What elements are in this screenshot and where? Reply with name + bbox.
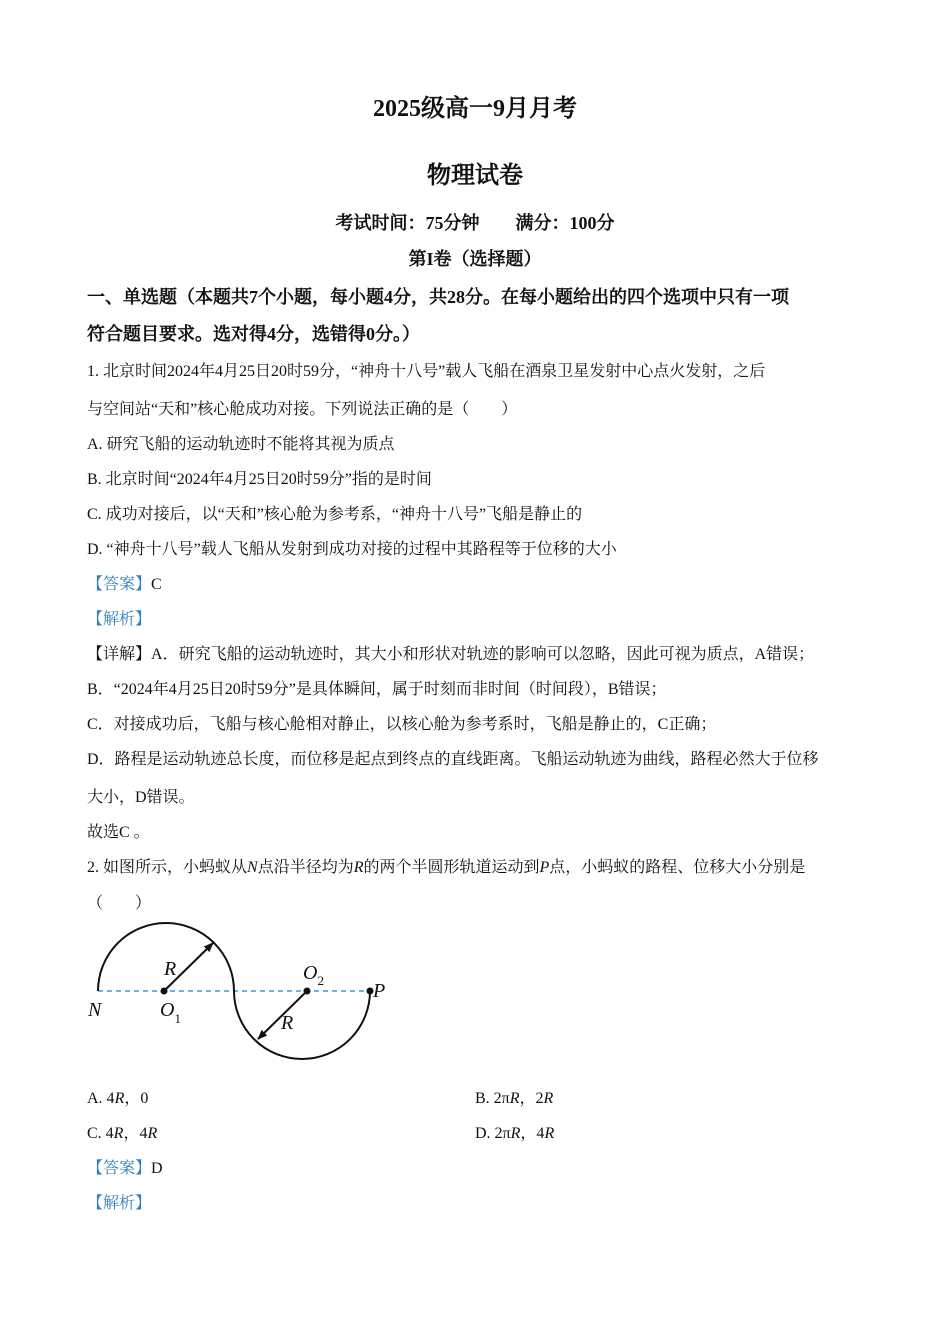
label-p: P: [373, 980, 386, 1002]
q1-stem-line2: 与空间站“天和”核心舱成功对接。下列说法正确的是（ ）: [87, 401, 518, 418]
q1-option-d: D. “神舟十八号”载人飞船从发射到成功对接的过程中其路程等于位移的大小: [87, 541, 617, 558]
q2-answer: [87, 1155, 867, 1178]
q1-answer: [87, 571, 867, 594]
option-c-prefix: C. 4: [87, 1125, 114, 1142]
q2-point-n: N: [247, 859, 258, 876]
answer-tag: 【答案】: [87, 576, 152, 593]
score-label: 满分：100分: [515, 213, 615, 233]
q1-detail-d2: 大小，D错误。: [87, 789, 195, 806]
q2-option-b: [475, 1085, 553, 1108]
q2-stem-part: 的两个半圆形轨道运动到: [363, 859, 540, 876]
answer-value: D: [151, 1160, 163, 1177]
q2-option-c: [87, 1120, 447, 1143]
label-o2: [303, 962, 324, 988]
option-c-mid: ，4: [123, 1125, 148, 1142]
semicircle-track-figure: [82, 915, 402, 1065]
label-r-bottom: R: [281, 1012, 294, 1034]
answer-value: C: [151, 576, 162, 593]
q1-detail-b: B．“2024年4月25日20时59分”是具体瞬间，属于时刻而非时间（时间段），B错误；: [87, 681, 667, 698]
label-o1-letter: O: [160, 999, 175, 1021]
option-d-prefix: D. 2π: [475, 1125, 511, 1142]
q1-analysis-tag: 【解析】: [87, 611, 152, 628]
q1-stem-line1: 1. 北京时间2024年4月25日20时59分，“神舟十八号”载人飞船在酒泉卫星发射中心点火发射，之后: [87, 363, 766, 380]
q1-detail-a: [87, 641, 867, 664]
option-c-r2: R: [147, 1125, 158, 1142]
q2-option-d: [475, 1120, 554, 1143]
option-d-r: R: [510, 1125, 521, 1142]
detail-tag: 【详解】: [87, 646, 152, 663]
q2-point-p: P: [539, 859, 550, 876]
exam-subtitle: 物理试卷: [427, 163, 523, 189]
q2-stem-part: 2. 如图所示，小蚂蚁从: [87, 859, 248, 876]
time-label: 考试时间：75分钟: [335, 213, 480, 233]
label-o1: [160, 999, 181, 1026]
q1-option-a: A. 研究飞船的运动轨迹时不能将其视为质点: [87, 436, 395, 453]
q2-analysis-tag: 【解析】: [87, 1195, 152, 1212]
label-o2-letter: O: [303, 962, 318, 984]
option-a-r: R: [114, 1090, 125, 1107]
exam-title: 2025级高一9月月考: [373, 96, 577, 122]
section-heading-line2: 符合题目要求。选对得4分，选错得0分。）: [87, 324, 420, 344]
q2-radius-r: R: [353, 859, 364, 876]
option-d-r2: R: [544, 1125, 555, 1142]
option-a-prefix: A. 4: [87, 1090, 115, 1107]
option-d-mid: ，4: [520, 1125, 545, 1142]
q1-option-c: C. 成功对接后，以“天和”核心舱为参考系，“神舟十八号”飞船是静止的: [87, 506, 583, 523]
option-b-r: R: [509, 1090, 520, 1107]
option-b-r2: R: [543, 1090, 554, 1107]
label-n: N: [88, 999, 102, 1021]
exam-info: [0, 209, 950, 235]
option-b-prefix: B. 2π: [475, 1090, 510, 1107]
q1-conclusion: 故选C 。: [87, 824, 150, 841]
volume-label: 第I卷（选择题）: [408, 249, 542, 269]
q2-stem-line1: [87, 854, 867, 877]
q2-stem-line2: （ ）: [87, 895, 152, 912]
option-c-r: R: [113, 1125, 124, 1142]
label-o2-subscript: 2: [317, 973, 324, 988]
section-heading-line1: 一、单选题（本题共7个小题，每小题4分，共28分。在每小题给出的四个选项中只有一项: [87, 287, 789, 307]
q1-detail-d1: D．路程是运动轨迹总长度，而位移是起点到终点的直线距离。飞船运动轨迹为曲线，路程必然大于位移: [87, 751, 819, 768]
lower-semicircle: [234, 991, 370, 1059]
q1-option-b: B. 北京时间“2024年4月25日20时59分”指的是时间: [87, 471, 432, 488]
upper-semicircle: [98, 923, 234, 991]
detail-a-text: A．研究飞船的运动轨迹时，其大小和形状对轨迹的影响可以忽略，因此可视为质点，A错误；: [151, 646, 815, 663]
label-o1-subscript: 1: [174, 1011, 181, 1026]
q2-stem-part: 点，小蚂蚁的路程、位移大小分别是: [549, 859, 806, 876]
label-r-top: R: [164, 958, 177, 980]
option-a-rest: ，0: [124, 1090, 149, 1107]
q2-option-a: [87, 1085, 447, 1108]
answer-tag: 【答案】: [87, 1160, 152, 1177]
option-b-mid: ，2: [519, 1090, 544, 1107]
q1-detail-c: C．对接成功后，飞船与核心舱相对静止，以核心舱为参考系时，飞船是静止的，C正确；: [87, 716, 717, 733]
q2-stem-part: 点沿半径均为: [257, 859, 354, 876]
